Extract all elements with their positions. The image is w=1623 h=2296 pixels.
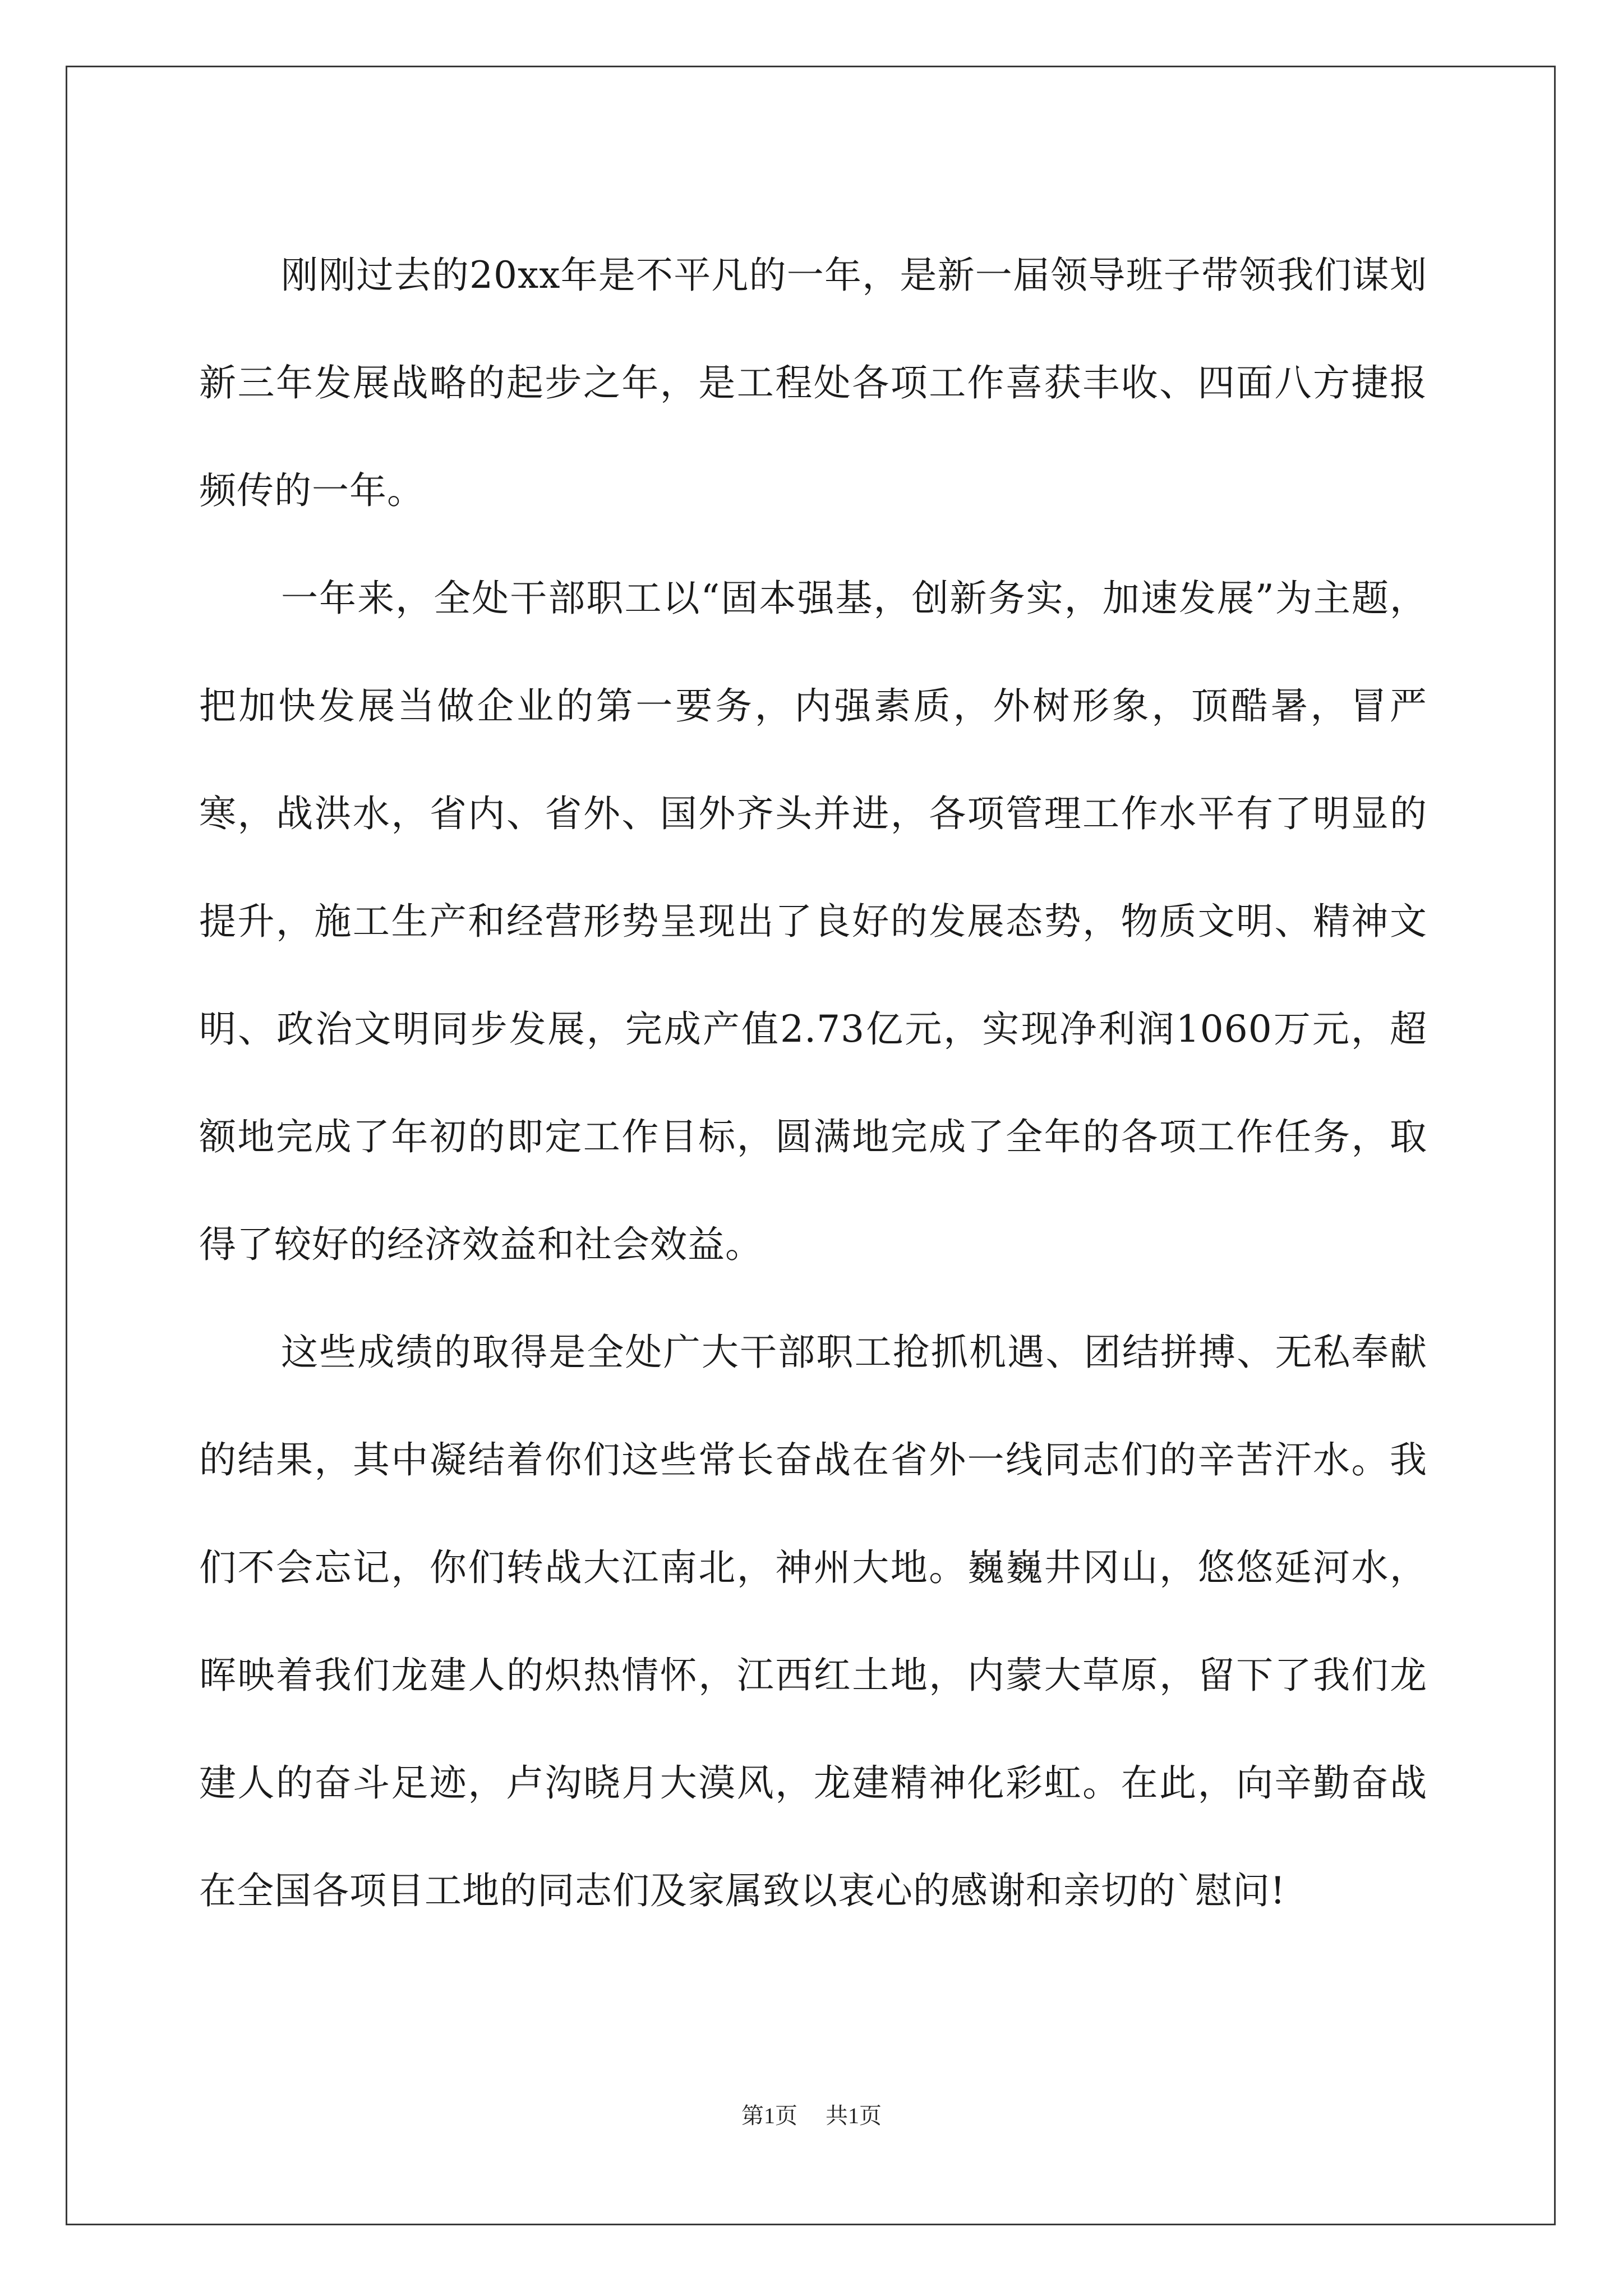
document-body: [199, 222, 1427, 1945]
page-footer: [0, 2098, 1623, 2130]
paragraph-2: 一年来，全处干部职工以“固本强基，创新务实，加速发展”为主题，把加快发展当做企业的第一要务，内强素质，外树形象，顶酷暑，冒严寒，战洪水，省内、省外、国外齐头并进，各项管理工作水平有了明显的提升，施工生产和经营形势呈现出了良好的发展态势，物质文明、精神文明、政治文明同步发展，完成产值2.73亿元，实现净利润1060万元，超额地完成了年初的即定工作目标，圆满地完成了全年的各项工作任务，取得了较好的经济效益和社会效益。: [199, 577, 1427, 1266]
paragraph-3: 这些成绩的取得是全处广大干部职工抢抓机遇、团结拼搏、无私奉献的结果，其中凝结着你们这些常长奋战在省外一线同志们的辛苦汗水。我们不会忘记，你们转战大江南北，神州大地。巍巍井冈山，悠悠延河水，晖映着我们龙建人的炽热情怀，江西红土地，内蒙大草原，留下了我们龙建人的奋斗足迹，卢沟晓月大漠风，龙建精神化彩虹。在此，向辛勤奋战在全国各项目工地的同志们及家属致以衷心的感谢和亲切的`慰问!: [199, 1331, 1427, 1912]
paragraph-1: 刚刚过去的20xx年是不平凡的一年，是新一届领导班子带领我们谋划新三年发展战略的起步之年，是工程处各项工作喜获丰收、四面八方捷报频传的一年。: [199, 254, 1427, 512]
page-total: 共1页: [826, 2103, 882, 2128]
page-number: 第1页: [741, 2103, 797, 2128]
